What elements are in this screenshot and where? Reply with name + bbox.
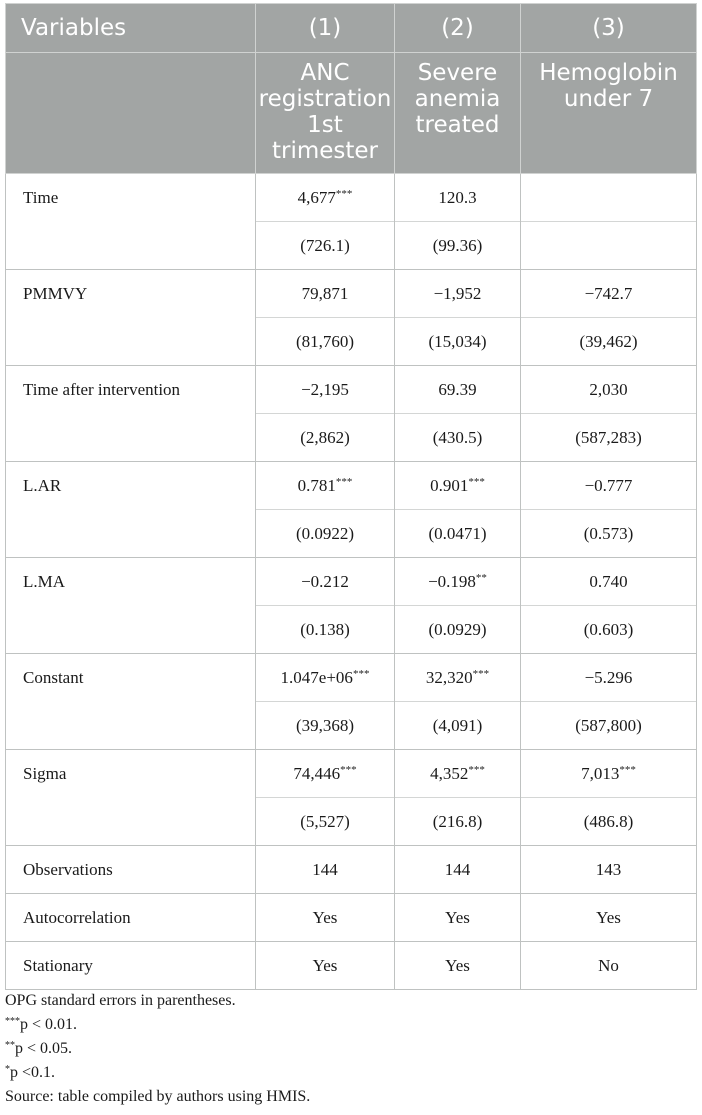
std-error-cell [521,222,697,270]
coef-cell [256,270,395,318]
coef-cell [521,654,697,702]
coef-value: 4,677 [297,187,336,207]
std-error-cell: (0.573) [521,510,697,558]
table-row-summary [6,942,697,990]
coef-value: 79,871 [301,283,349,303]
summary-value-cell: Yes [395,942,521,990]
regression-table-container [5,3,696,990]
coef-cell [521,366,697,414]
summary-value-cell: 144 [256,846,395,894]
row-label: Autocorrelation [6,894,256,942]
note-p-001-stars: *** [5,1016,20,1027]
row-label: Observations [6,846,256,894]
note-source: Source: table compiled by authors using HMIS. [5,1088,311,1105]
std-error-cell: (486.8) [521,798,697,846]
coef-cell [521,462,697,510]
std-error-cell: (4,091) [395,702,521,750]
std-error-cell: (39,368) [256,702,395,750]
table-row-coef [6,462,697,510]
coef-value: 32,320 [425,667,473,687]
significance-stars: *** [352,667,370,680]
coef-value: −0.198 [428,571,476,591]
row-label: Stationary [6,942,256,990]
coef-cell [256,558,395,606]
summary-value-cell: No [521,942,697,990]
summary-value-cell: 144 [395,846,521,894]
coef-cell [395,750,521,798]
row-label: Constant [6,654,256,750]
std-error-cell: (2,862) [256,414,395,462]
significance-stars: *** [619,763,636,776]
coef-value: 0.740 [589,571,628,591]
table-row-coef [6,174,697,222]
summary-value-cell: 143 [521,846,697,894]
coef-value: −0.777 [584,475,633,495]
significance-stars: *** [468,475,485,488]
significance-stars: *** [335,475,353,488]
std-error-cell: (0.0471) [395,510,521,558]
table-row-coef [6,654,697,702]
significance-stars: *** [335,187,353,200]
row-label: PMMVY [6,270,256,366]
note-p-01-text: p <0.1. [10,1064,56,1081]
summary-value-cell: Yes [395,894,521,942]
table-header [6,4,697,174]
variables-header-blank [6,53,256,174]
coef-cell [395,174,521,222]
coef-cell [256,750,395,798]
table-row-summary [6,846,697,894]
column-1-title: ANC registration 1st trimester [256,53,395,174]
coef-cell [395,558,521,606]
coef-value: 0.781 [297,475,336,495]
coef-cell [395,462,521,510]
summary-value-cell: Yes [256,942,395,990]
coef-value: −5.296 [584,667,633,687]
std-error-cell: (216.8) [395,798,521,846]
significance-stars: *** [472,667,490,680]
column-1-number: (1) [256,4,395,53]
column-3-title: Hemoglobin under 7 [521,53,697,174]
coef-cell [256,654,395,702]
row-label: Time after intervention [6,366,256,462]
coef-cell [521,270,697,318]
note-p-01 [5,1061,310,1085]
std-error-cell: (5,527) [256,798,395,846]
coef-value: −742.7 [584,283,633,303]
coef-value: 1.047e+06 [280,667,353,687]
coef-value: 7,013 [581,763,620,783]
coef-cell [256,366,395,414]
summary-value-cell: Yes [256,894,395,942]
note-p-01-stars: * [5,1064,10,1075]
std-error-cell: (430.5) [395,414,521,462]
table-row-coef [6,366,697,414]
significance-stars: *** [468,763,485,776]
table-row-coef [6,558,697,606]
coef-value: 120.3 [438,187,477,207]
note-standard-errors: OPG standard errors in parentheses. [5,992,236,1009]
coef-cell [395,270,521,318]
std-error-cell: (39,462) [521,318,697,366]
table-notes [5,989,310,1109]
significance-stars: ** [475,571,487,584]
std-error-cell: (81,760) [256,318,395,366]
coef-value: 74,446 [293,763,341,783]
coef-value: 0.901 [430,475,469,495]
column-2-number: (2) [395,4,521,53]
coef-cell [395,366,521,414]
std-error-cell: (726.1) [256,222,395,270]
coef-cell [521,558,697,606]
summary-value-cell: Yes [521,894,697,942]
coef-cell [256,174,395,222]
note-p-005-text: p < 0.05. [15,1040,73,1057]
table-row-summary [6,894,697,942]
table-body [6,174,697,990]
coef-cell [521,750,697,798]
column-2-title: Severe anemia treated [395,53,521,174]
significance-stars: *** [340,763,357,776]
coef-value: −1,952 [433,283,482,303]
coef-cell [256,462,395,510]
coef-value: 4,352 [430,763,469,783]
std-error-cell: (0.138) [256,606,395,654]
column-3-number: (3) [521,4,697,53]
note-p-005 [5,1037,310,1061]
coef-value: −0.212 [301,571,349,591]
variables-header: Variables [6,4,256,53]
std-error-cell: (0.0922) [256,510,395,558]
note-p-001 [5,1013,310,1037]
header-row-numbers [6,4,697,53]
std-error-cell: (587,283) [521,414,697,462]
row-label: L.MA [6,558,256,654]
std-error-cell: (99.36) [395,222,521,270]
note-p-001-text: p < 0.01. [20,1016,78,1033]
row-label: Sigma [6,750,256,846]
coef-value: 2,030 [589,379,628,399]
table-row-coef [6,270,697,318]
note-p-005-stars: ** [5,1040,15,1051]
std-error-cell: (0.603) [521,606,697,654]
row-label: L.AR [6,462,256,558]
header-row-titles [6,53,697,174]
coef-cell [395,654,521,702]
coef-cell [521,174,697,222]
std-error-cell: (0.0929) [395,606,521,654]
table-row-coef [6,750,697,798]
row-label: Time [6,174,256,270]
std-error-cell: (587,800) [521,702,697,750]
coef-value: −2,195 [301,379,349,399]
coef-value: 69.39 [438,379,477,399]
regression-table [5,3,697,990]
std-error-cell: (15,034) [395,318,521,366]
